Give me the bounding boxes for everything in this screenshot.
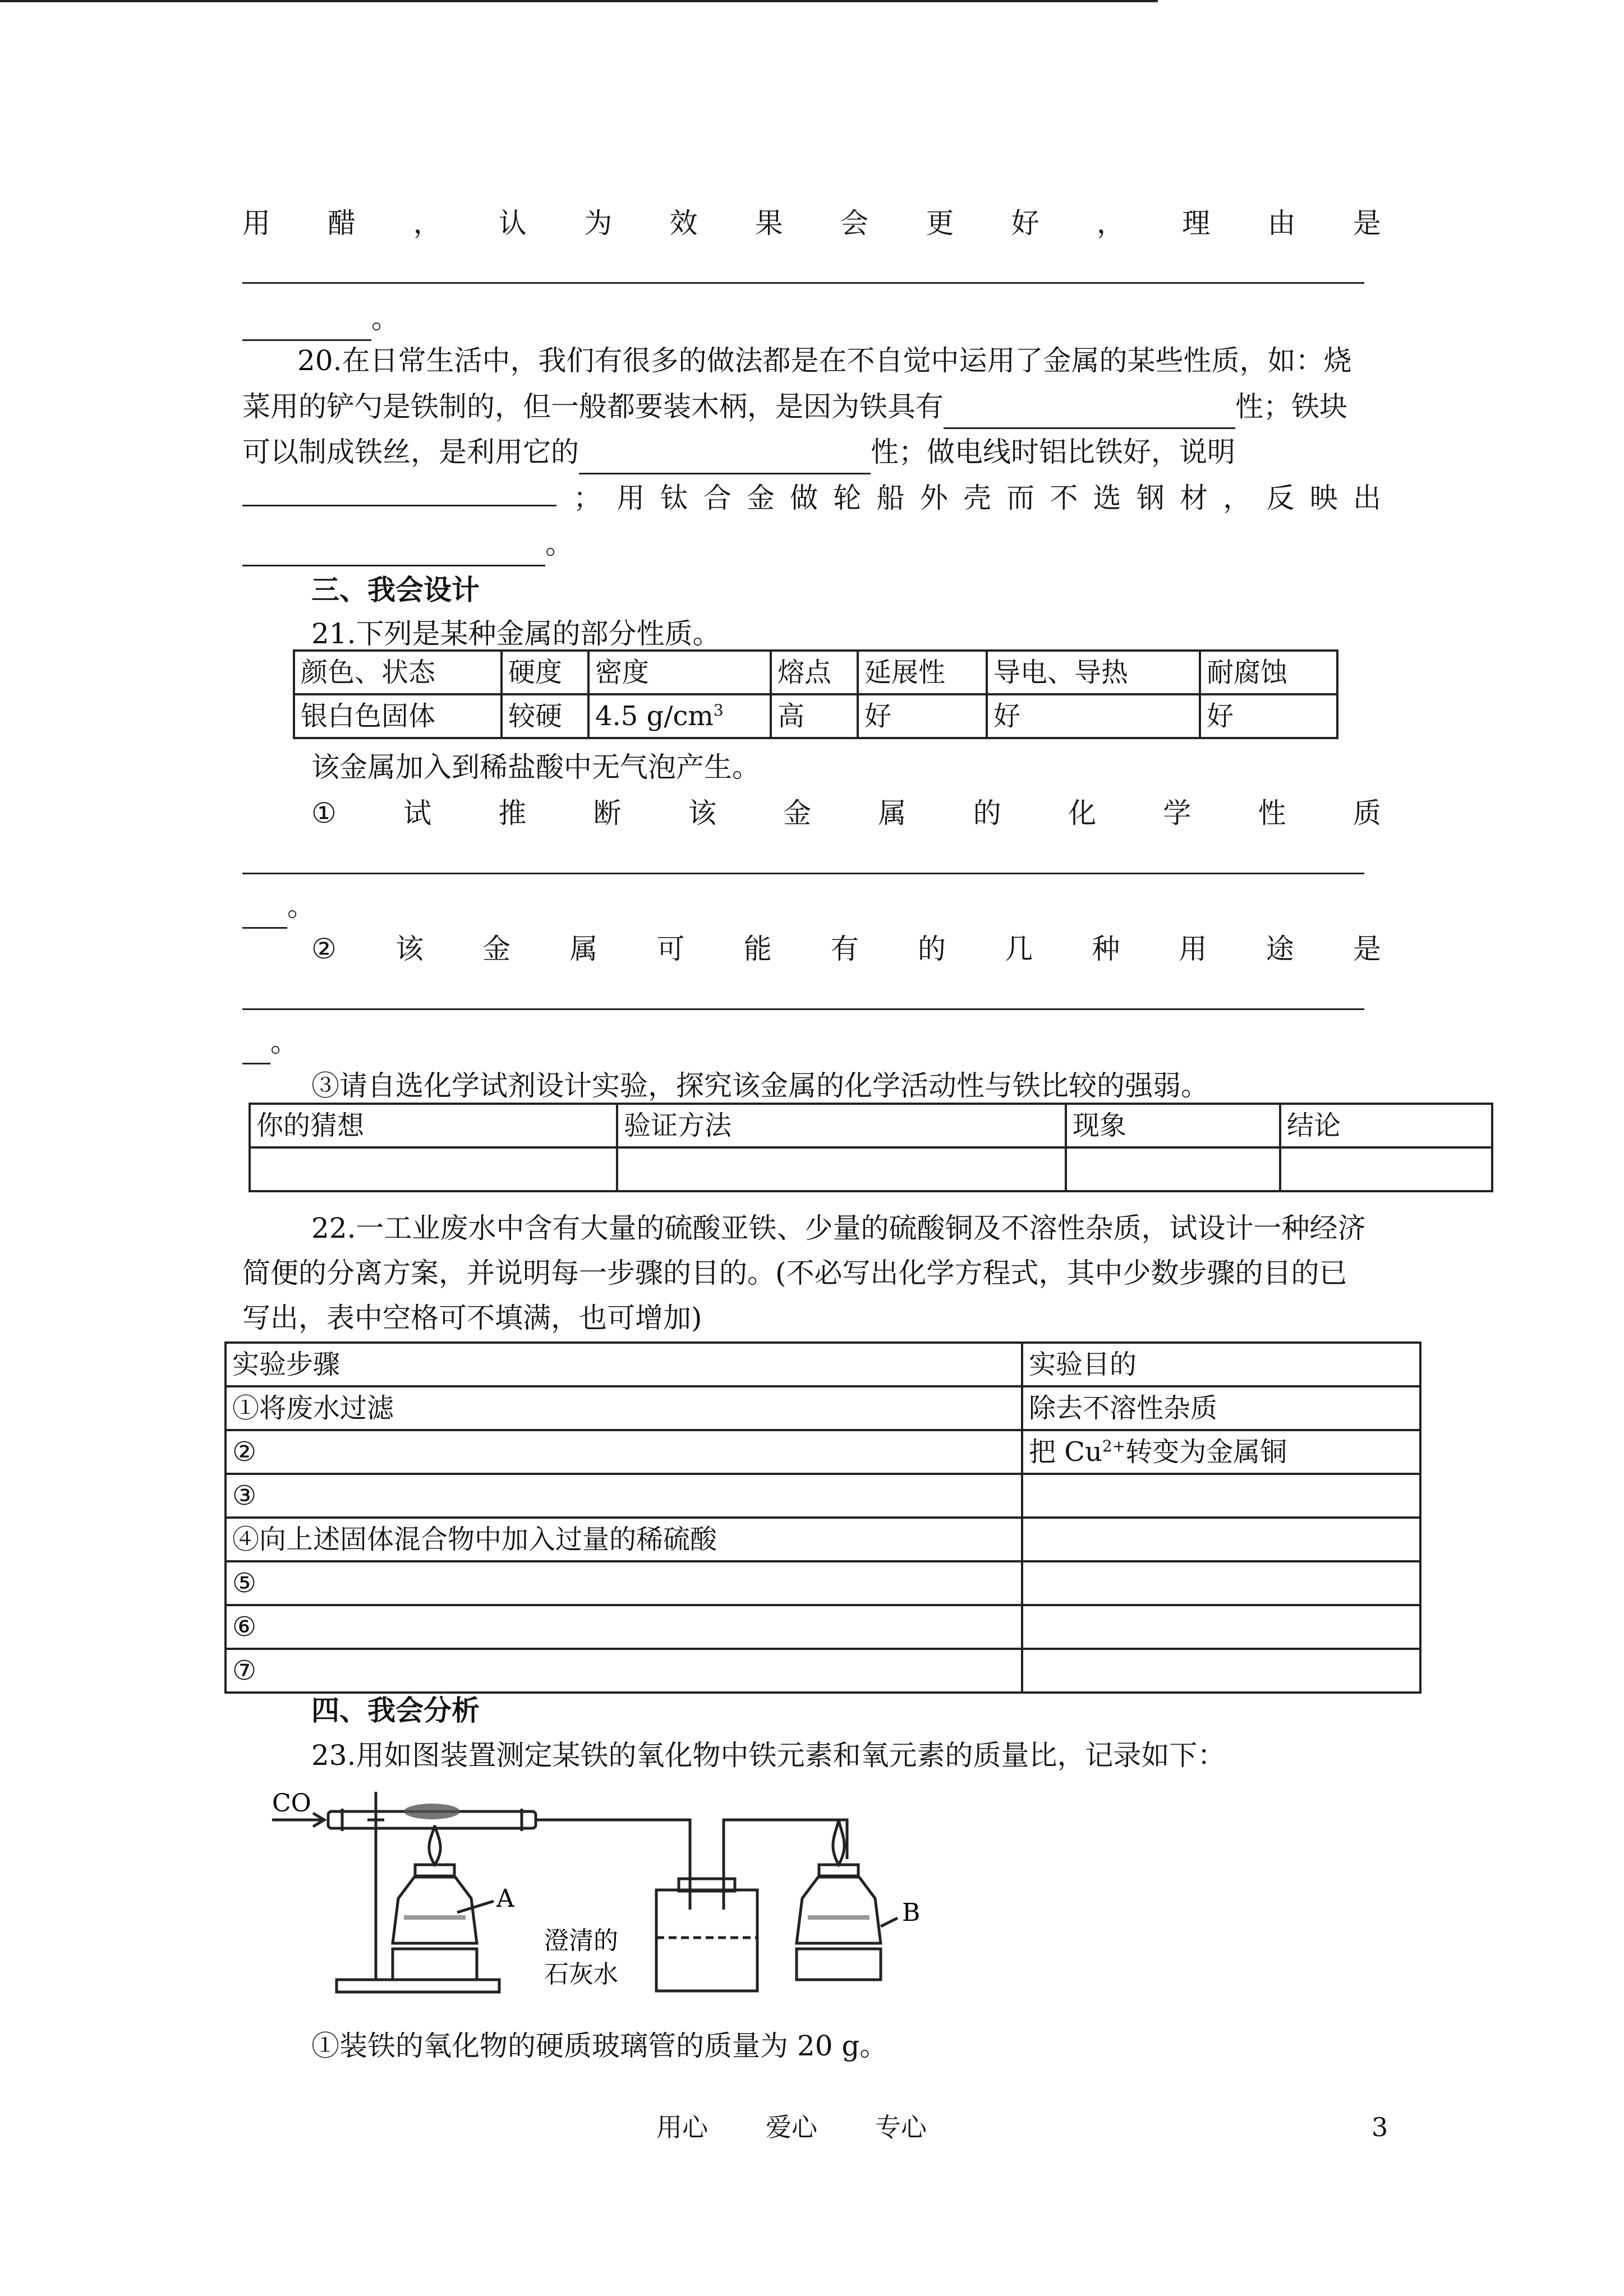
purpose-cell[interactable]	[1022, 1518, 1420, 1561]
spaced-char: 的	[918, 933, 946, 965]
table-header-cell: 验证方法	[617, 1104, 1066, 1147]
table-cell: 好	[987, 694, 1200, 738]
table-cell: 4.5 $g/cm^3$	[588, 694, 771, 738]
purpose-cell[interactable]	[1022, 1474, 1420, 1518]
q21-note: 该金属加入到稀盐酸中无气泡产生。	[311, 751, 760, 783]
spaced-char: 有	[830, 933, 859, 965]
table-header-cell: 实验目的	[1022, 1343, 1420, 1386]
spaced-char: 醋	[328, 207, 356, 239]
purpose-cell[interactable]	[1022, 1561, 1420, 1605]
spaced-char: 好	[1011, 207, 1039, 239]
co-reduction-apparatus-figure	[264, 1781, 993, 2016]
section-3-title: 三、我会设计	[311, 573, 480, 606]
spaced-char: 用	[1179, 933, 1207, 965]
spaced-char: 壳	[963, 482, 991, 514]
table-cell: 好	[858, 694, 987, 738]
spaced-char: 是	[1352, 933, 1381, 965]
q22-line-1: 22.一工业废水中含有大量的硫酸亚铁、少量的硫酸铜及不溶性杂质，试设计一种经济	[311, 1212, 1366, 1244]
spaced-char: 外	[919, 482, 948, 514]
spaced-char: 船	[876, 482, 905, 514]
q19-tail-line	[242, 201, 1381, 246]
table-header-cell: 密度	[588, 651, 771, 694]
q21-sub-3: ③请自选化学试剂设计实验，探究该金属的化学活动性与铁比较的强弱。	[311, 1069, 1209, 1102]
spaced-char: 学	[1163, 797, 1191, 829]
q19-tail-end: 。	[242, 296, 399, 341]
answer-blank	[242, 310, 371, 341]
table-header-cell: 导电、导热	[987, 651, 1200, 694]
table-header-cell: 延展性	[858, 651, 987, 694]
step-cell[interactable]: ⑦	[226, 1649, 1022, 1693]
spaced-char: ；	[573, 482, 601, 514]
spaced-char: 而	[1006, 482, 1035, 514]
section-4-title: 四、我会分析	[311, 1694, 480, 1727]
step-cell[interactable]: ④向上述固体混合物中加入过量的稀硫酸	[226, 1518, 1022, 1561]
table-header-row	[250, 1104, 1492, 1147]
q21-sub-2	[311, 926, 1381, 971]
label-limewater-1: 澄清的	[544, 1926, 618, 1955]
footer-motto-3: 专心	[875, 2112, 927, 2142]
spaced-char: 属	[569, 933, 598, 965]
footer-motto-1: 用心	[656, 2112, 708, 2142]
spaced-char: 理	[1182, 207, 1211, 239]
table-header-row	[226, 1343, 1420, 1386]
spaced-char: 果	[755, 207, 783, 239]
spaced-char: 钛	[660, 482, 688, 514]
spaced-char: 轮	[833, 482, 862, 514]
spaced-char: 用	[242, 207, 270, 239]
table-header-cell: 熔点	[771, 651, 858, 694]
step-cell[interactable]: ①将废水过滤	[226, 1386, 1022, 1430]
q21-sub-1	[311, 791, 1381, 836]
footer-motto-2: 爱心	[766, 2112, 817, 2142]
guess-cell[interactable]	[250, 1147, 617, 1191]
spaced-char: 能	[743, 933, 772, 965]
spaced-char: ①	[311, 797, 337, 829]
step-cell[interactable]: ②	[226, 1430, 1022, 1474]
answer-blank	[242, 898, 287, 929]
label-limewater-2: 石灰水	[544, 1960, 618, 1989]
spaced-char: 由	[1267, 207, 1296, 239]
experiment-design-table	[249, 1103, 1493, 1192]
answer-blank	[242, 1034, 270, 1064]
spaced-char: 种	[1092, 933, 1120, 965]
table-cell: 银白色固体	[294, 694, 502, 738]
spaced-char: 该	[395, 933, 424, 965]
q21-sub-2-end: 。	[242, 1020, 298, 1064]
label-b: B	[902, 1898, 921, 1927]
spaced-char: 出	[1352, 482, 1381, 514]
spaced-char: 钢	[1136, 482, 1165, 514]
answer-blank	[242, 536, 545, 566]
header-rule	[0, 0, 1158, 2]
table-header-cell: 颜色、状态	[294, 651, 502, 694]
table-row	[294, 694, 1337, 738]
table-cell: 好	[1200, 694, 1337, 738]
method-cell[interactable]	[617, 1147, 1066, 1191]
answer-blank	[579, 444, 871, 474]
spaced-char: 不	[1050, 482, 1078, 514]
spaced-char: 该	[688, 797, 716, 829]
spaced-char: 材	[1180, 482, 1208, 514]
step-cell[interactable]: ⑥	[226, 1605, 1022, 1649]
table-header-cell: 硬度	[502, 651, 588, 694]
table-row	[226, 1605, 1420, 1649]
spaced-char: ，	[1223, 482, 1252, 514]
spaced-char: ②	[311, 933, 337, 965]
spaced-char: 化	[1068, 797, 1097, 829]
spaced-char: 金	[482, 933, 511, 965]
spaced-char: 更	[926, 207, 954, 239]
spaced-char: 质	[1352, 797, 1381, 829]
spaced-char: 几	[1005, 933, 1033, 965]
table-cell: 较硬	[502, 694, 588, 738]
table-header-cell: 现象	[1066, 1104, 1280, 1147]
spaced-char: 映	[1309, 482, 1338, 514]
q20-line-2: 菜用的铲勺是铁制的，但一般都要装木柄，是因为铁具有 性；铁块	[242, 384, 1347, 429]
spaced-char: ，	[413, 207, 441, 239]
spaced-char: ，	[1096, 207, 1125, 239]
q20-end: 。	[242, 522, 573, 566]
q21-intro: 21.下列是某种金属的部分性质。	[311, 617, 721, 650]
conclusion-cell[interactable]	[1280, 1147, 1492, 1191]
spaced-char: 断	[593, 797, 622, 829]
purpose-cell[interactable]	[1022, 1649, 1420, 1693]
spaced-char: 合	[703, 482, 732, 514]
spaced-char: 用	[617, 482, 645, 514]
spaced-char: 金	[783, 797, 812, 829]
spaced-char: 为	[584, 207, 613, 239]
spaced-char: 推	[498, 797, 527, 829]
spaced-char: 选	[1093, 482, 1121, 514]
table-row	[250, 1147, 1492, 1191]
q22-line-3: 写出，表中空格可不填满，也可增加)	[242, 1302, 702, 1334]
spaced-char: 的	[973, 797, 1001, 829]
table-row	[226, 1561, 1420, 1605]
table-header-cell: 实验步骤	[226, 1343, 1022, 1386]
spaced-char: 试	[403, 797, 432, 829]
table-header-cell: 你的猜想	[250, 1104, 617, 1147]
spaced-char: 途	[1266, 933, 1294, 965]
label-co: CO	[272, 1789, 311, 1818]
table-row	[226, 1649, 1420, 1693]
q20-line-4	[242, 476, 1381, 520]
spaced-char: 是	[1352, 207, 1381, 239]
step-cell[interactable]: ③	[226, 1474, 1022, 1518]
table-row	[226, 1474, 1420, 1518]
q20-line-3: 可以制成铁丝，是利用它的 性；做电线时铝比铁好，说明	[242, 430, 1235, 474]
table-header-cell: 耐腐蚀	[1200, 651, 1337, 694]
purpose-cell[interactable]: 除去不溶性杂质	[1022, 1386, 1420, 1430]
answer-blank-line	[242, 1008, 1364, 1010]
table-row	[226, 1518, 1420, 1561]
spaced-char: 认	[498, 207, 527, 239]
q21-sub-1-end: 。	[242, 884, 315, 929]
table-row	[226, 1430, 1420, 1474]
table-row	[226, 1386, 1420, 1430]
metal-properties-table	[293, 649, 1338, 739]
page-number: 3	[1372, 2112, 1388, 2142]
spaced-char: 反	[1266, 482, 1295, 514]
step-cell[interactable]: ⑤	[226, 1561, 1022, 1605]
label-a: A	[496, 1884, 514, 1913]
spaced-char: 性	[1258, 797, 1286, 829]
purpose-cell[interactable]	[1022, 1605, 1420, 1649]
table-cell: 高	[771, 694, 858, 738]
spaced-char: 效	[669, 207, 698, 239]
answer-blank-line	[242, 873, 1364, 874]
q20-line-1: 20.在日常生活中，我们有很多的做法都是在不自觉中运用了金属的某些性质，如：烧	[297, 344, 1352, 377]
spaced-char: 做	[790, 482, 818, 514]
answer-blank-line	[242, 282, 1364, 284]
spaced-char: 属	[878, 797, 907, 829]
q22-line-2: 简便的分离方案，并说明每一步骤的目的。(不必写出化学方程式，其中少数步骤的目的已	[242, 1257, 1347, 1289]
spaced-char: 会	[840, 207, 869, 239]
table-header-row	[294, 651, 1337, 694]
spaced-char: 金	[746, 482, 775, 514]
separation-steps-table	[224, 1341, 1421, 1694]
answer-blank	[944, 398, 1235, 429]
table-header-cell: 结论	[1280, 1104, 1492, 1147]
answer-blank	[242, 476, 556, 506]
q23-sub-1: ①装铁的氧化物的硬质玻璃管的质量为 20 g。	[311, 2030, 888, 2062]
phenomenon-cell[interactable]	[1066, 1147, 1280, 1191]
spaced-char: 可	[656, 933, 685, 965]
purpose-cell[interactable]: 把 $Cu^{2+}$转变为金属铜	[1022, 1430, 1420, 1474]
q23-intro: 23.用如图装置测定某铁的氧化物中铁元素和氧元素的质量比，记录如下：	[311, 1739, 1226, 1772]
